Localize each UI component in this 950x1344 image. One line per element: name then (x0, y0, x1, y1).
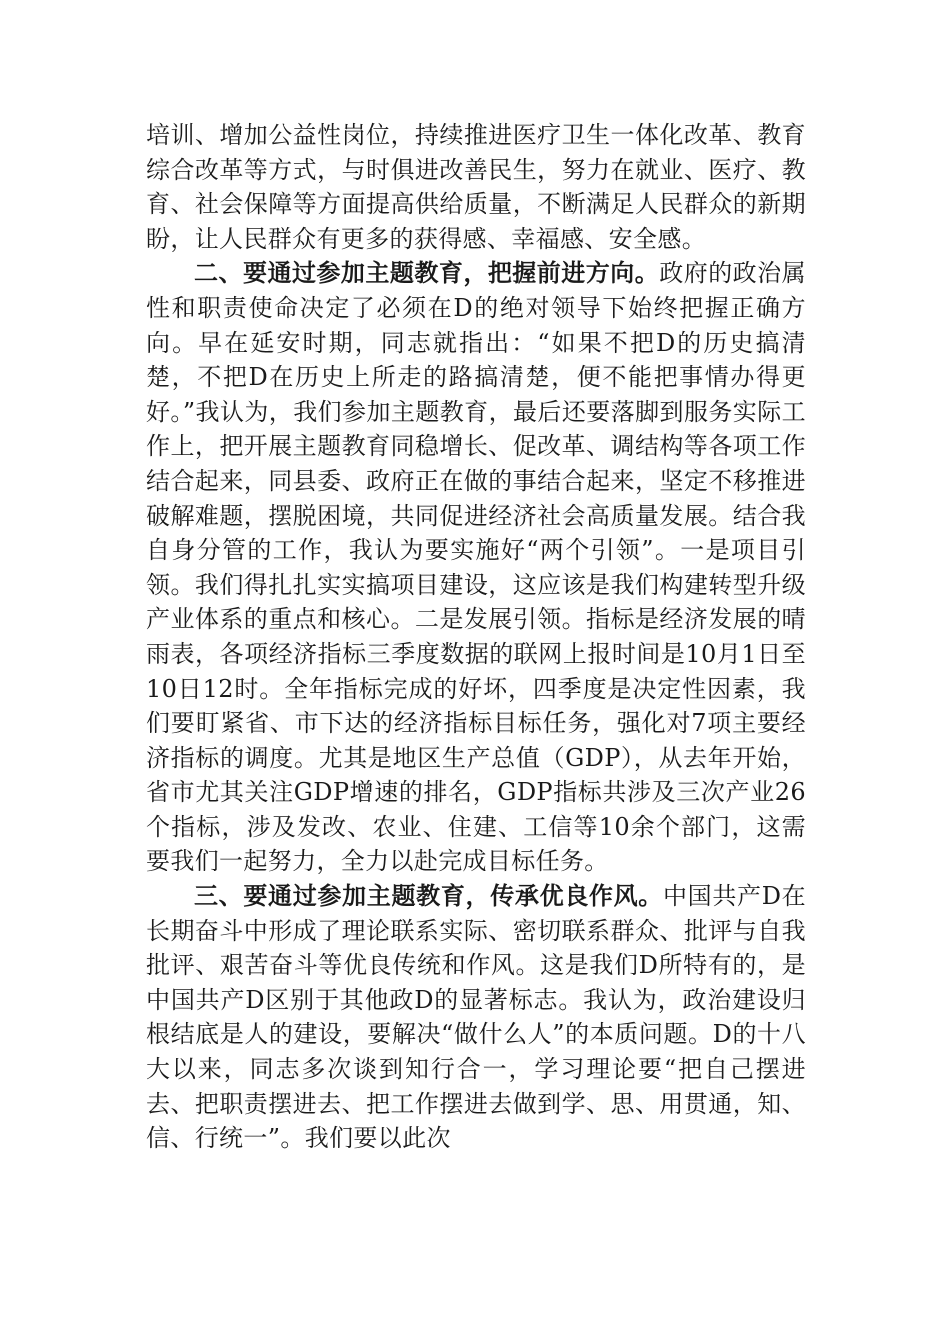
paragraph-continued: 培训、增加公益性岗位，持续推进医疗卫生一体化改革、教育综合改革等方式，与时俱进改善民生，努力在就业、医疗、教育、社会保障等方面提高供给质量，不断满足人民群众的新期盼，让人民群众有更多的获得感、幸福感、安全感。 (146, 121, 806, 253)
section-3-body: 中国共产D在长期奋斗中形成了理论联系实际、密切联系群众、批评与自我批评、艰苦奋斗等优良传统和作风。这是我们D所特有的，是中国共产D区别于其他政D的显著标志。我认为，政治建设归根结底是人的建设，要解决“做什么人”的本质问题。D的十八大以来，同志多次谈到知行合一，学习理论要“把自己摆进去、把职责摆进去、把工作摆进去做到学、思、用贯通，知、信、行统一”。我们要以此次 (146, 882, 806, 1153)
section-3-paragraph (146, 879, 806, 1156)
section-2-heading: 二、要通过参加主题教育，把握前进方向。 (194, 258, 660, 288)
document-page (146, 118, 806, 1156)
section-2-body: 政府的政治属性和职责使命决定了必须在D的绝对领导下始终把握正确方向。早在延安时期，同志就指出：“如果不把D的历史搞清楚，不把D在历史上所走的路搞清楚，便不能把事情办得更好。”我认为，我们参加主题教育，最后还要落脚到服务实际工作上，把开展主题教育同稳增长、促改革、调结构等各项工作结合起来，同县委、政府正在做的事结合起来，坚定不移推进破解难题，摆脱困境，共同促进经济社会高质量发展。结合我自身分管的工作，我认为要实施好“两个引领”。一是项目引领。我们得扎扎实实搞项目建设，这应该是我们构建转型升级产业体系的重点和核心。二是发展引领。指标是经济发展的晴雨表，各项经济指标三季度数据的联网上报时间是10月1日至10日12时。全年指标完成的好坏，四季度是决定性因素，我们要盯紧省、市下达的经济指标目标任务，强化对7项主要经济指标的调度。尤其是地区生产总值（GDP），从去年开始，省市尤其关注GDP增速的排名，GDP指标共涉及三次产业26个指标，涉及发改、农业、住建、工信等10余个部门，这需要我们一起努力，全力以赴完成目标任务。 (146, 259, 806, 876)
section-2-paragraph (146, 256, 806, 879)
section-3-heading: 三、要通过参加主题教育，传承优良作风。 (194, 881, 663, 911)
